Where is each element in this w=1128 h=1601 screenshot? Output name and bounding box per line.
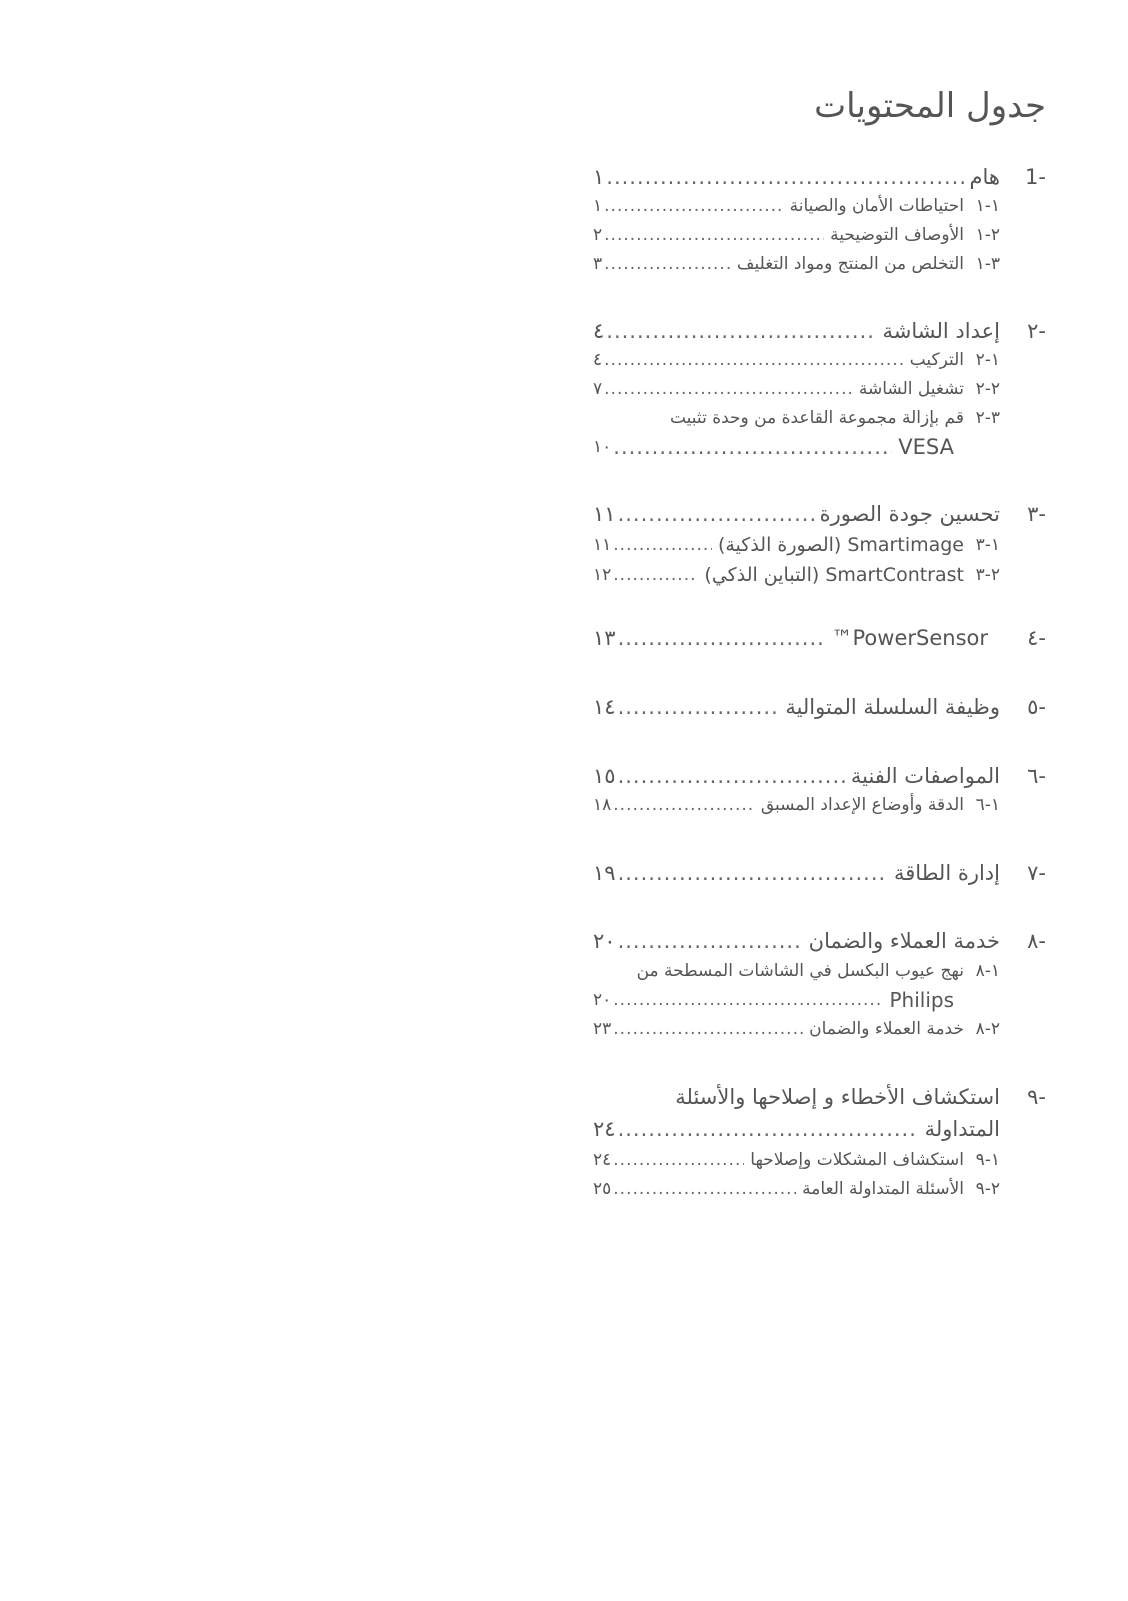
page-title: جدول المحتويات: [814, 86, 1046, 126]
toc-page: ٢٠: [593, 929, 616, 953]
toc-number: ٢-٣: [975, 565, 1000, 585]
toc-number: -٨: [1027, 929, 1046, 953]
toc-entry[interactable]: [593, 926, 1046, 956]
toc-entry[interactable]: [593, 191, 1046, 221]
toc-entry[interactable]: [593, 560, 1046, 590]
toc-title: خدمة العملاء والضمان: [809, 1019, 964, 1039]
dot-leader: [613, 990, 883, 1010]
toc-title: الأوصاف التوضيحية: [830, 225, 964, 245]
toc-number: -٤: [1027, 626, 1046, 650]
toc-page: ٢٤: [593, 1150, 612, 1170]
toc-title: SmartContrast (التباين الذكي): [704, 564, 964, 586]
toc-number: ١-٨: [975, 961, 1000, 981]
toc-title: وظيفة السلسلة المتوالية: [785, 695, 1000, 719]
toc-entry[interactable]: [593, 499, 1046, 529]
dot-leader: [618, 502, 814, 526]
dot-leader: [618, 1117, 919, 1141]
toc-entry[interactable]: [593, 1014, 1046, 1044]
toc-page: ١٥: [593, 764, 616, 788]
toc-entry[interactable]: [593, 403, 1046, 433]
toc-number: -1: [1025, 165, 1046, 189]
dot-leader: [613, 1150, 744, 1170]
dot-leader: [606, 319, 876, 343]
toc-title: التخلص من المنتج ومواد التغليف: [736, 254, 964, 274]
toc-title: هام: [969, 165, 1000, 189]
toc-number: -٥: [1027, 695, 1046, 719]
toc-number: ٣-١: [975, 254, 1000, 274]
toc-entry[interactable]: [593, 345, 1046, 375]
toc-entry[interactable]: [593, 623, 1046, 653]
toc-title: استكشاف الأخطاء و إصلاحها والأسئلة: [675, 1085, 1000, 1109]
toc-number: ١-١: [975, 196, 1000, 216]
toc-title: VESA: [898, 435, 954, 459]
toc-title: PowerSensor™: [831, 626, 988, 650]
toc-entry[interactable]: [593, 220, 1046, 250]
toc-title: التركيب: [909, 350, 964, 370]
toc-number: ١-٦: [975, 795, 1000, 815]
dot-leader: [618, 695, 780, 719]
toc-title: تشغيل الشاشة: [858, 379, 964, 399]
toc-page: ٢: [593, 225, 603, 245]
toc-entry[interactable]: [593, 761, 1046, 791]
toc-page: ٢٥: [593, 1179, 612, 1199]
dot-leader: [618, 764, 845, 788]
toc-title: نهج عيوب البكسل في الشاشات المسطحة من: [636, 961, 964, 981]
toc-entry[interactable]: [593, 956, 1046, 986]
dot-leader: [613, 1019, 803, 1039]
toc-title: المواصفات الفنية: [850, 764, 1000, 788]
toc-page: ٣: [593, 254, 603, 274]
toc-page: ١٠: [593, 437, 612, 457]
toc-number: ٢-٨: [975, 1019, 1000, 1039]
toc-page: ٤: [593, 319, 605, 343]
toc-number: ٣-٢: [975, 408, 1000, 428]
dot-leader: [613, 565, 698, 585]
toc-title: إدارة الطاقة: [894, 861, 1000, 885]
toc-entry[interactable]: [593, 1145, 1046, 1175]
dot-leader: [613, 535, 712, 555]
toc-page: ١١: [593, 502, 616, 526]
toc-entry[interactable]: [593, 692, 1046, 722]
toc-page: ١١: [593, 535, 612, 555]
toc-page: ٤: [593, 350, 603, 370]
toc-entry[interactable]: [593, 790, 1046, 820]
toc-title: الأسئلة المتداولة العامة: [802, 1179, 964, 1199]
toc-page: ١٢: [593, 565, 612, 585]
dot-leader: [613, 795, 755, 815]
dot-leader: [604, 225, 824, 245]
toc-entry[interactable]: [593, 162, 1046, 192]
toc-entry[interactable]: [593, 1082, 1046, 1112]
toc-page: ١: [593, 196, 603, 216]
dot-leader: [613, 1179, 796, 1199]
toc-number: -٧: [1027, 861, 1046, 885]
toc-page: ١٤: [593, 695, 616, 719]
toc-title: Philips: [889, 988, 954, 1012]
toc-number: -٢: [1027, 319, 1046, 343]
toc-page: ١٣: [593, 626, 616, 650]
toc-entry-continued[interactable]: [593, 1114, 1046, 1144]
toc-number: -٦: [1027, 764, 1046, 788]
toc-entry[interactable]: [593, 530, 1046, 560]
dot-leader: [604, 196, 783, 216]
toc-page: ٢٤: [593, 1117, 616, 1141]
toc-title: احتياطات الأمان والصيانة: [789, 196, 964, 216]
toc-title: المتداولة: [924, 1117, 1000, 1141]
toc-title: قم بإزالة مجموعة القاعدة من وحدة تثبيت: [669, 408, 964, 428]
toc-title: إعداد الشاشة: [882, 319, 1000, 343]
toc-page: ٢٣: [593, 1019, 612, 1039]
toc-entry[interactable]: [593, 858, 1046, 888]
toc-number: ١-٣: [975, 535, 1000, 555]
toc-number: -٩: [1027, 1085, 1046, 1109]
toc-number: -٣: [1027, 502, 1046, 526]
toc-entry-continued[interactable]: [593, 985, 1046, 1015]
toc-page: ١٨: [593, 795, 612, 815]
toc-entry[interactable]: [593, 316, 1046, 346]
toc-number: ٢-٢: [975, 379, 1000, 399]
dot-leader: [604, 379, 853, 399]
toc-entry[interactable]: [593, 374, 1046, 404]
toc-number: ١-٢: [975, 350, 1000, 370]
toc-entry[interactable]: [593, 1174, 1046, 1204]
dot-leader: [604, 350, 904, 370]
toc-entry[interactable]: [593, 249, 1046, 279]
dot-leader: [606, 165, 963, 189]
toc-title: تحسين جودة الصورة: [819, 502, 1000, 526]
toc-number: ٢-٩: [975, 1179, 1000, 1199]
toc-entry-continued[interactable]: [593, 432, 1046, 462]
toc-number: ٢-١: [975, 225, 1000, 245]
toc-title: Smartimage (الصورة الذكية): [717, 534, 964, 556]
dot-leader: [604, 254, 731, 274]
dot-leader: [618, 861, 888, 885]
toc-title: استكشاف المشكلات وإصلاحها: [750, 1150, 964, 1170]
toc-title: الدقة وأوضاع الإعداد المسبق: [760, 795, 964, 815]
toc-title: خدمة العملاء والضمان: [808, 929, 1000, 953]
toc-page: ١٩: [593, 861, 616, 885]
toc-page: ٧: [593, 379, 603, 399]
dot-leader: [618, 626, 826, 650]
toc-page: ٢٠: [593, 990, 612, 1010]
toc-number: ١-٩: [975, 1150, 1000, 1170]
toc-page: ١: [593, 165, 605, 189]
dot-leader: [613, 435, 892, 459]
dot-leader: [618, 929, 803, 953]
